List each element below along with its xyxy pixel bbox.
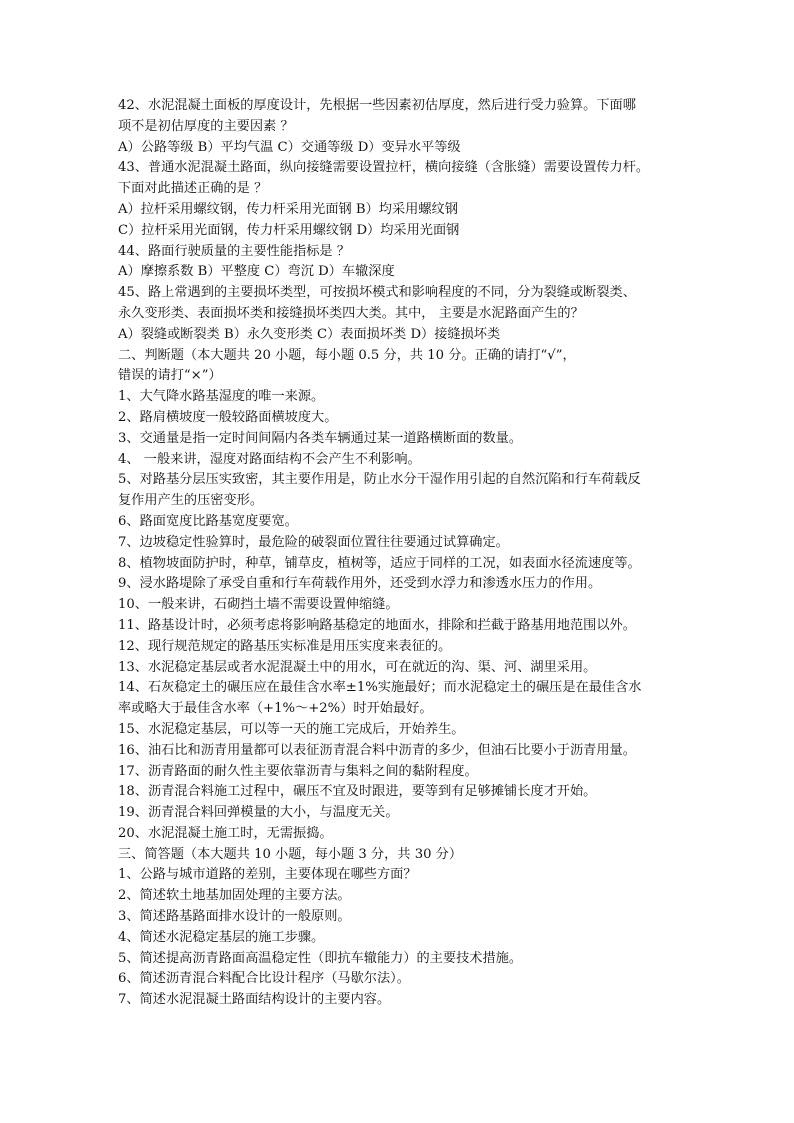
text-line: 18、沥青混合料施工过程中，碾压不宜及时跟进，要等到有足够摊铺长度才开始。 — [118, 784, 597, 800]
text-line: 5、对路基分层压实致密，其主要作用是，防止水分干湿作用引起的自然沉陷和行车荷载反 — [118, 472, 641, 488]
text-line: 三、简答题（本大题共 10 小题，每小题 3 分，共 30 分） — [118, 846, 463, 862]
text-line: 9、浸水路堤除了承受自重和行车荷载作用外，还受到水浮力和渗透水压力的作用。 — [118, 576, 602, 592]
text-line: 42、水泥混凝土面板的厚度设计，先根据一些因素初估厚度，然后进行受力验算。下面哪 — [118, 98, 636, 113]
text-line: A）拉杆采用螺纹钢，传力杆采用光面钢 B）均采用螺纹钢 — [118, 201, 458, 217]
text-line: 二、判断题（本大题共 20 小题，每小题 0.5 分，共 10 分。正确的请打“√”， — [118, 347, 576, 363]
text-line: 7、简述水泥混凝土路面结构设计的主要内容。 — [118, 992, 391, 1008]
text-line: C）拉杆采用光面钢，传力杆采用螺纹钢 D）均采用光面钢 — [118, 222, 460, 238]
text-line: 43、普通水泥混凝土路面，纵向接缝需要设置拉杆，横向接缝（含胀缝）需要设置传力杆。 — [118, 160, 650, 176]
text-line: 3、交通量是指一定时间间隔内各类车辆通过某一道路横断面的数量。 — [118, 430, 523, 446]
text-line: 15、水泥稳定基层，可以等一天的施工完成后，开始养生。 — [118, 721, 465, 737]
text-line: 6、路面宽度比路基宽度要宽。 — [118, 513, 298, 529]
text-line: 复作用产生的压密变形。 — [118, 493, 264, 509]
text-line: 3、简述路基路面排水设计的一般原则。 — [118, 909, 351, 925]
text-line: 13、水泥稳定基层或者水泥混凝土中的用水，可在就近的沟、渠、河、湖里采用。 — [118, 659, 597, 675]
text-line: 8、植物坡面防护时，种草，铺草皮，植树等，适应于同样的工况，如表面水径流速度等。 — [118, 555, 641, 571]
text-line: 19、沥青混合料回弹模量的大小，与温度无关。 — [118, 805, 399, 821]
text-line: 16、油石比和沥青用量都可以表征沥青混合料中沥青的多少，但油石比要小于沥青用量。 — [118, 742, 636, 758]
text-line: 1、大气降水路基湿度的唯一来源。 — [118, 389, 325, 405]
text-line: 下面对此描述正确的是 ？ — [118, 181, 268, 197]
text-line: 1、公路与城市道路的差别，主要体现在哪些方面？ — [118, 867, 417, 883]
text-line: 2、简述软土地基加固处理的主要方法。 — [118, 888, 351, 904]
text-line: 11、路基设计时，必须考虑将影响路基稳定的地面水，排除和拦截于路基用地范围以外。 — [118, 617, 636, 633]
text-line: 6、简述沥青混合料配合比设计程序（马歇尔法）。 — [118, 971, 410, 987]
text-line: 5、简述提高沥青路面高温稳定性（即抗车辙能力）的主要技术措施。 — [118, 950, 523, 966]
text-line: A）裂缝或断裂类 B）永久变形类 C）表面损坏类 D）接缝损坏类 — [118, 326, 501, 342]
text-line: 4、 一般来讲，湿度对路面结构不会产生不利影响。 — [118, 451, 421, 467]
text-line: 45、路上常遇到的主要损坏类型，可按损坏模式和影响程度的不同，分为裂缝或断裂类、 — [118, 285, 636, 301]
text-line: A）公路等级 B）平均气温 C）交通等级 D）变异水平等级 — [118, 139, 461, 155]
text-line: 率或略大于最佳含水率（+1%～+2%）时开始最好。 — [118, 701, 433, 717]
text-line: 44、路面行驶质量的主要性能指标是 ？ — [118, 243, 350, 259]
text-line: 14、石灰稳定土的碾压应在最佳含水率±1%实施最好；而水泥稳定土的碾压是在最佳含水 — [118, 680, 642, 696]
text-line: 4、简述水泥稳定基层的施工步骤。 — [118, 929, 325, 945]
text-line: A）摩擦系数 B）平整度 C）弯沉 D）车辙深度 — [118, 264, 395, 280]
text-line: 永久变形类、表面损坏类和接缝损坏类四大类。其中， 主要是水泥路面产生的？ — [118, 305, 584, 321]
text-line: 7、边坡稳定性验算时，最危险的破裂面位置往往要通过试算确定。 — [118, 534, 509, 550]
text-line: 10、一般来讲，石砌挡土墙不需要设置伸缩缝。 — [118, 597, 399, 613]
text-line: 20、水泥混凝土施工时，无需振捣。 — [118, 825, 333, 841]
text-line: 2、路肩横坡度一般较路面横坡度大。 — [118, 409, 338, 425]
text-line: 项不是初估厚度的主要因素 ？ — [118, 118, 294, 134]
text-line: 17、沥青路面的耐久性主要依靠沥青与集料之间的黏附程度。 — [118, 763, 478, 779]
text-line: 12、现行规范规定的路基压实标准是用压实度来表征的。 — [118, 638, 452, 654]
text-line: 错误的请打“×”） — [118, 368, 222, 384]
